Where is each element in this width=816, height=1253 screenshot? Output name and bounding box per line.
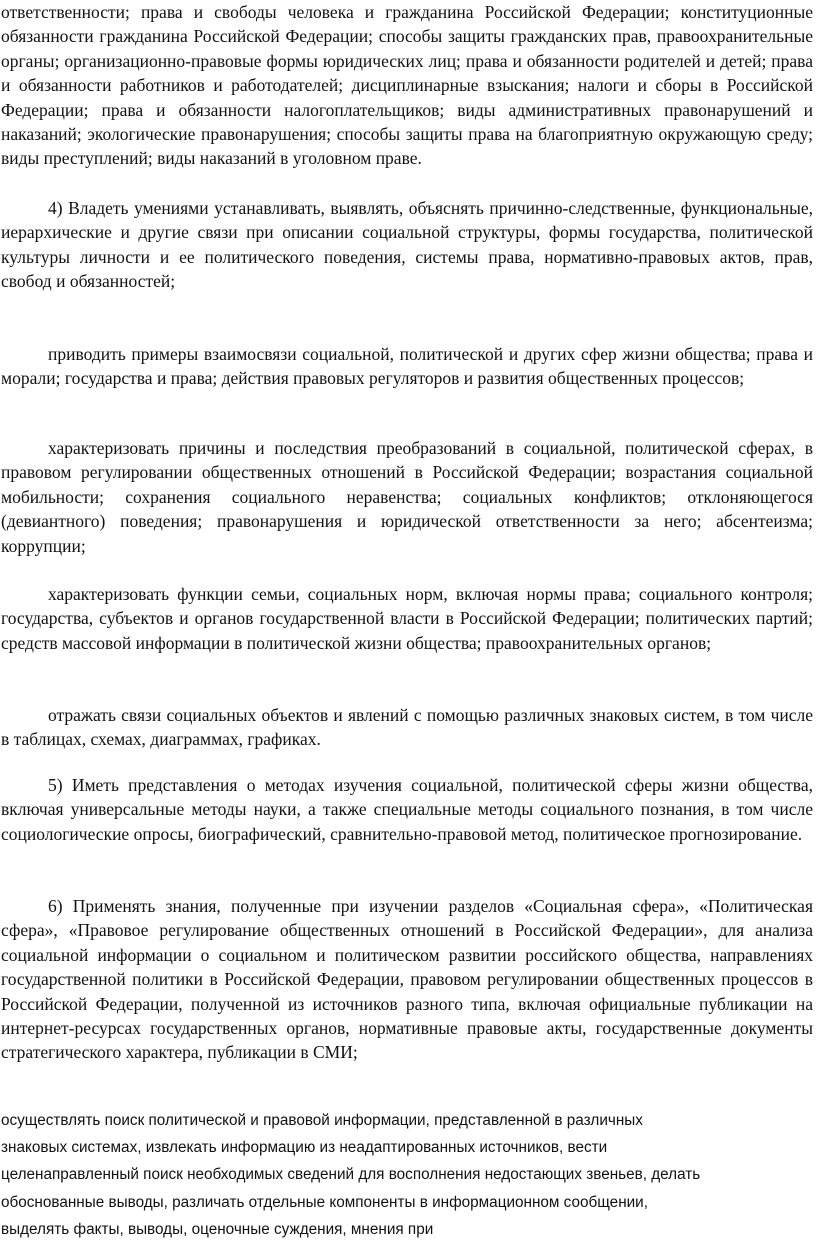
paragraph-examples: приводить примеры взаимосвязи социальной, политической и других сфер жизни общества; права и морали; государства и права; действия правовых регуляторов и развития общественных процессов; <box>1 344 813 389</box>
paragraph-characterize-causes: характеризовать причины и последствия преобразований в социальной, политической сферах, в правовом регулировании общественных отношений в Российской Федерации; возрастания социальной мобильности; сохранения социального неравенства; социальных конфликтов; отклоняющегося (девиантного) поведения; правонарушения и юридической ответственности за него; абсентеизма; коррупции; <box>1 438 813 556</box>
paragraph-item-5: 5) Иметь представления о методах изучения социальной, политической сферы жизни общества, включая универсальные методы науки, а также специальные методы социального познания, в том числе социологические опросы, биографический, сравнительно-правовой метод, политическое прогнозирование. <box>1 775 813 844</box>
paragraph-item-6: 6) Применять знания, полученные при изучении разделов «Социальная сфера», «Политическая сфера», «Правовое регулирование общественных отношений в Российской Федерации», для анализа социальной информации о социальном и политическом развитии российского общества, направлениях государственной политики в Российской Федерации, правовом регулировании общественных процессов в Российской Федерации, полученной из источников разного типа, включая официальные публикации на интернет-ресурсах государственных органов, нормативные правовые акты, государственные документы стратегического характера, публикации в СМИ; <box>1 896 813 1063</box>
text-line: целенаправленный поиск необходимых сведений для восполнения недостающих звеньев, делать <box>1 1166 701 1184</box>
paragraph-item-4: 4) Владеть умениями устанавливать, выявлять, объяснять причинно-следственные, функциональные, иерархические и другие связи при описании социальной структуры, формы государства, политической культуры личности и ее политического поведения, системы права, нормативно-правовых актов, прав, свобод и обязанностей; <box>1 198 813 292</box>
paragraph-rights-continuation: ответственности; права и свободы человека и гражданина Российской Федерации; конституционные обязанности гражданина Российской Федерации; способы защиты гражданских прав, правоохранительные органы; организационно-правовые формы юридических лиц; права и обязанности родителей и детей; права и обязанности работников и работодателей; дисциплинарные взыскания; налоги и сборы в Российской Федерации; права и обязанности налогоплательщиков; виды административных правонарушений и наказаний; экологические правонарушения; способы защиты права на благоприятную окружающую среду; виды преступлений; виды наказаний в уголовном праве. <box>1 2 813 169</box>
paragraph-reflect-connections: отражать связи социальных объектов и явлений с помощью различных знаковых систем, в том числе в таблицах, схемах, диаграммах, графиках. <box>1 705 813 750</box>
text-line: знаковых системах, извлекать информацию из неадаптированных источников, вести <box>1 1139 608 1157</box>
text-line: выделять факты, выводы, оценочные суждения, мнения при <box>1 1220 434 1238</box>
paragraph-characterize-functions: характеризовать функции семьи, социальных норм, включая нормы права; социального контроля; государства, субъектов и органов государственной власти в Российской Федерации; политических партий; средств массовой информации в политической жизни общества; правоохранительных органов; <box>1 584 813 653</box>
paragraph-search-information <box>1 1107 813 1243</box>
text-line: обоснованные выводы, различать отдельные компоненты в информационном сообщении, <box>1 1193 648 1211</box>
text-line: осуществлять поиск политической и правовой информации, представленной в различных <box>1 1112 643 1129</box>
